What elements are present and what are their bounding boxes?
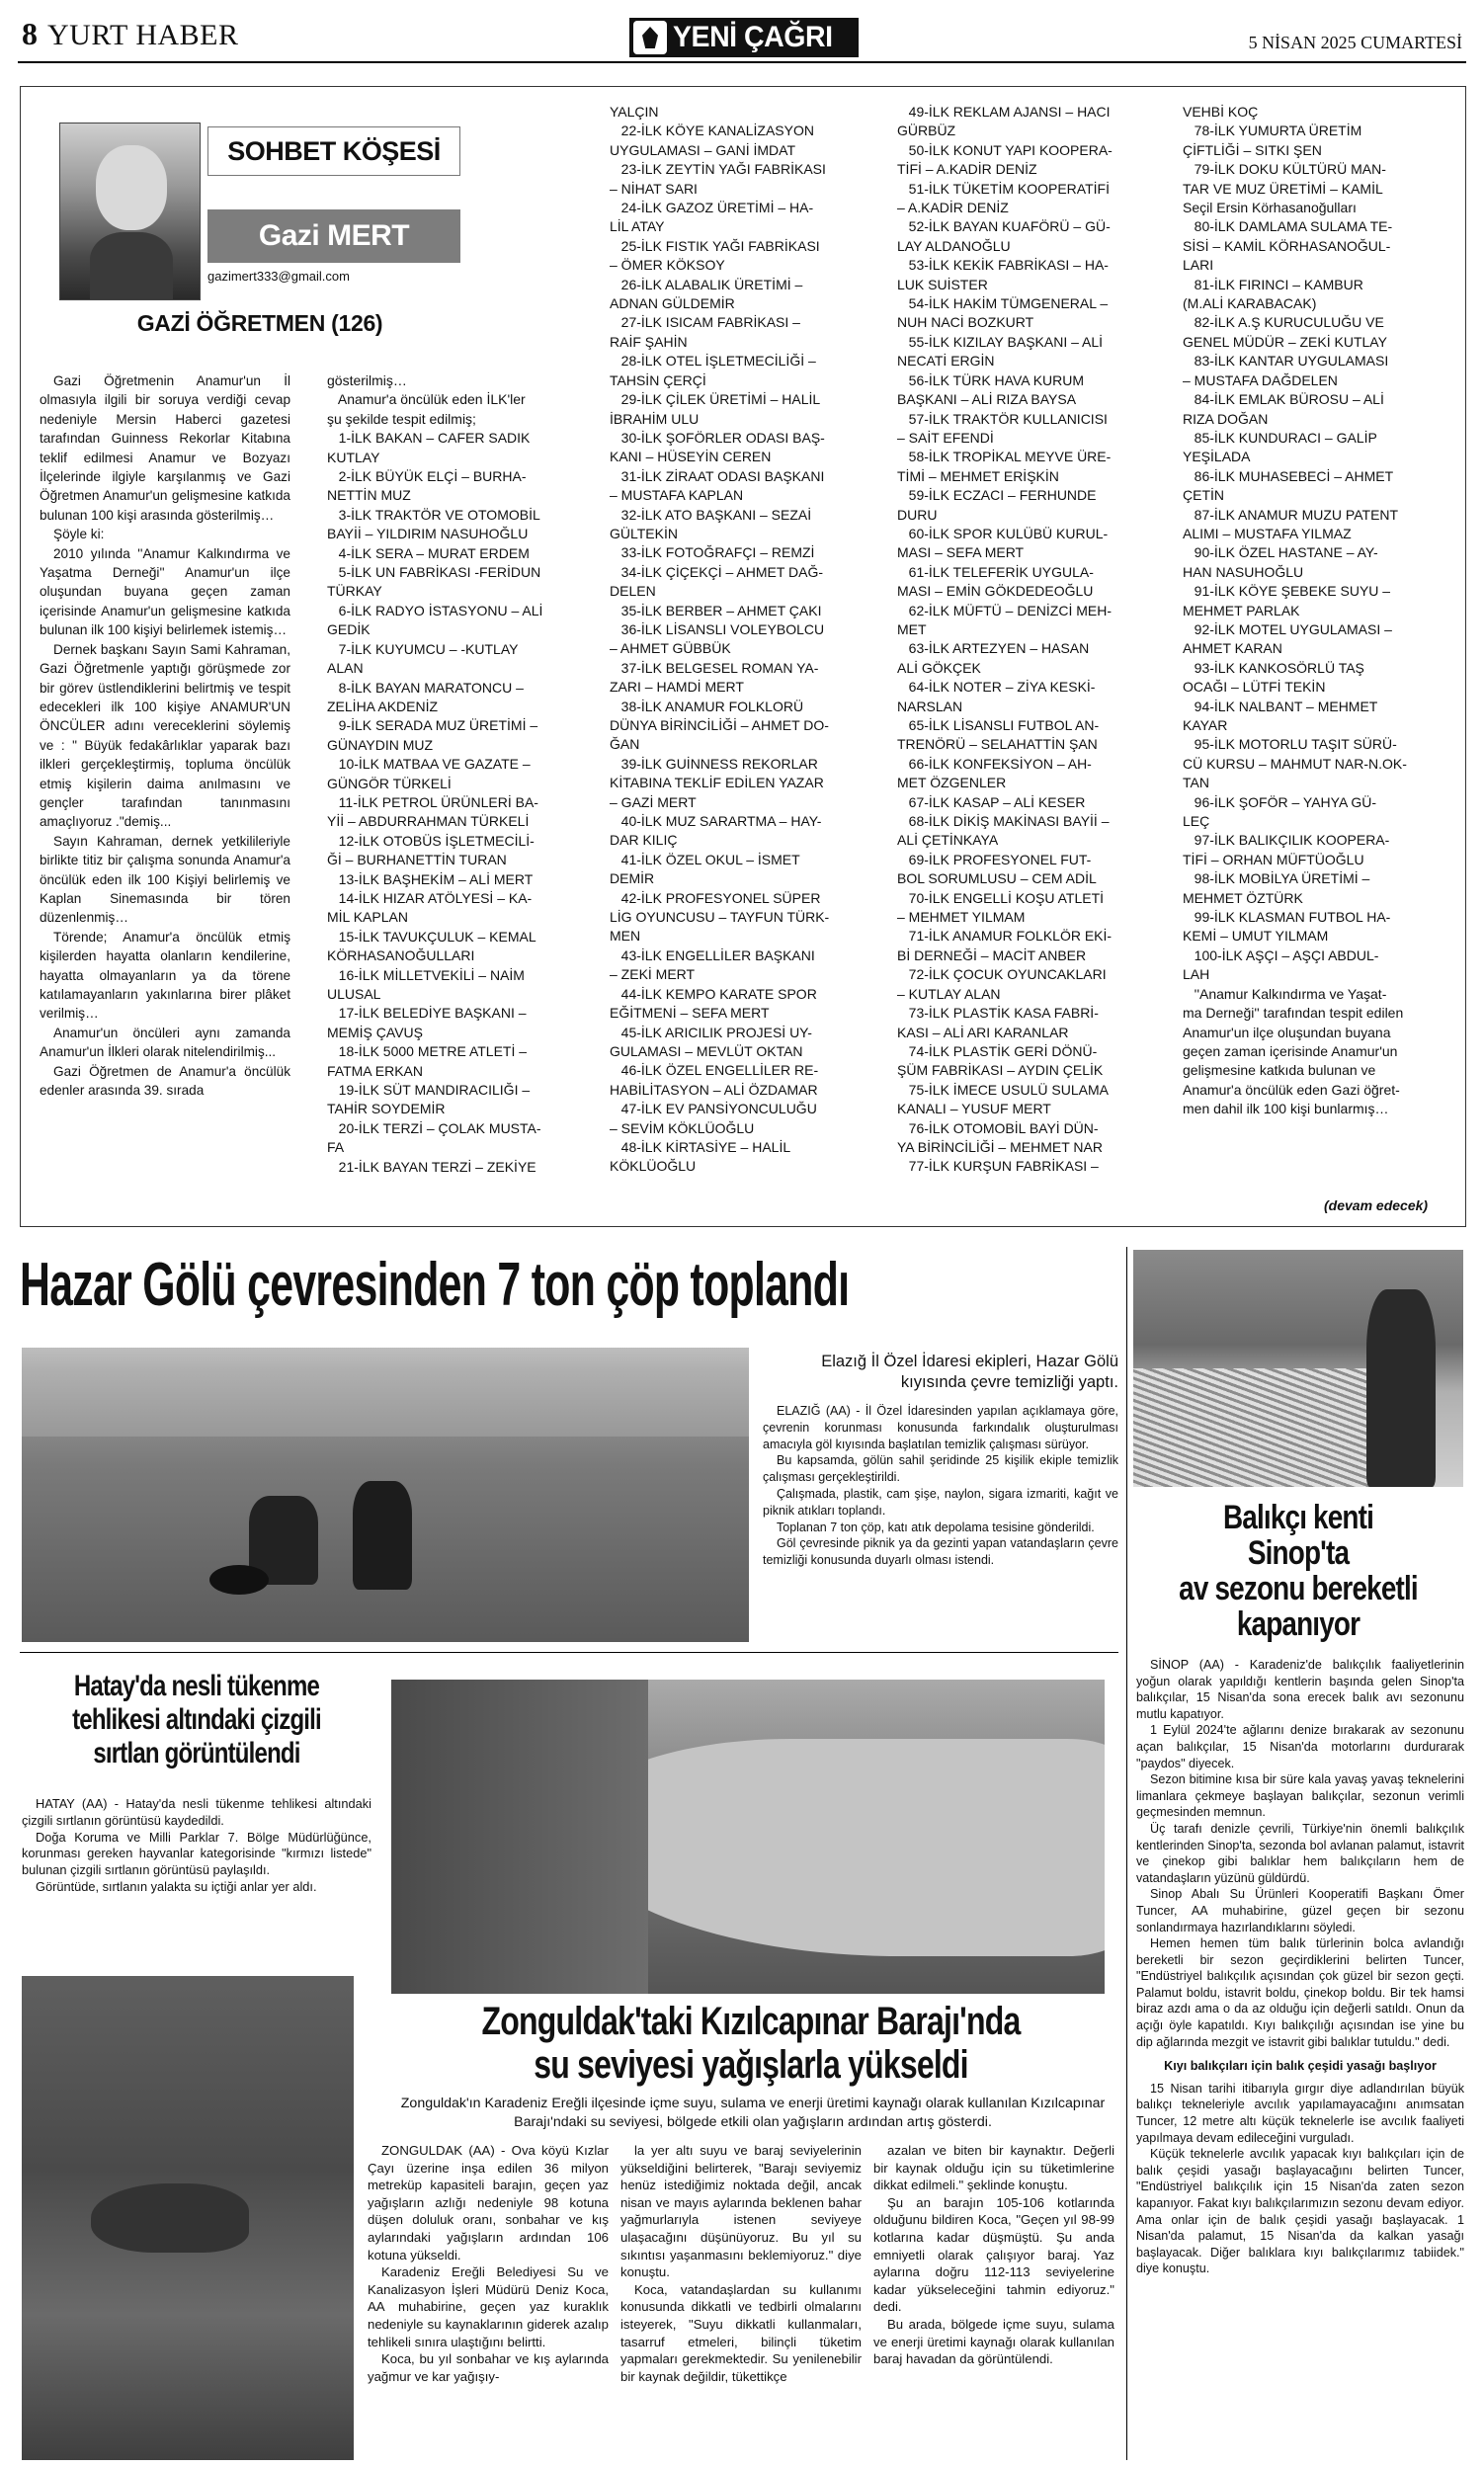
author-name: Gazi MERT xyxy=(258,219,410,252)
list-line: 63-İLK ARTEZYEN – HASAN xyxy=(897,640,1090,657)
list-line: NUH NACİ BOZKURT xyxy=(897,314,1034,331)
list-line: 24-İLK GAZOZ ÜRETİMİ – HA- xyxy=(610,200,814,216)
list-line: 100-İLK AŞÇI – AŞÇI ABDUL- xyxy=(1183,946,1379,963)
list-line: LAH xyxy=(1183,966,1210,983)
list-line: TAN xyxy=(1183,775,1209,791)
sinop-paragraph: Hemen hemen tüm balık türlerinin bolca avlandığı bereketli bir sezon geçirdiklerini belirten Tuncer, "Endüstriyel balıkçılık açısından çok güzel bir sezon geçti. Palamut boldu, istavrit boldu, çinekop boldu. Bir tek hamsi biraz azdı ama o da az olduğu için değerli satıldı. Onun da açığı öyle kapatıldı. Kıyı balıkçılığı açısından ise yine bu dip ağlarında mezgit ve istavrit gibi balıklar tutuldu." dedi. xyxy=(1136,1936,1464,2049)
list-line: 46-İLK ÖZEL ENGELLİLER RE- xyxy=(610,1062,819,1079)
list-line: DELEN xyxy=(610,583,656,600)
list-line: 76-İLK OTOMOBİL BAYİ DÜN- xyxy=(897,1119,1099,1136)
list-line: 32-İLK ATO BAŞKANI – SEZAİ xyxy=(610,506,812,523)
list-line: Anamur'a öncülük eden Gazi öğret- xyxy=(1183,1081,1400,1098)
list-line: 41-İLK ÖZEL OKUL – İSMET xyxy=(610,851,800,867)
list-line: GÜNAYDIN MUZ xyxy=(327,736,434,753)
list-line: 92-İLK MOTEL UYGULAMASI – xyxy=(1183,620,1392,637)
list-line: 35-İLK BERBER – AHMET ÇAKI xyxy=(610,602,822,618)
list-line: men dahil ilk 100 kişi bunlarmış… xyxy=(1183,1101,1389,1117)
list-column-2 xyxy=(327,371,594,1177)
column-paragraph: Gazi Öğretmenin Anamur'un İl olmasıyla ilgili bir soruya verdiği cevap nedeniyle Mersin Haberci gazetesi tarafından Guinness Rekorlar Kitabına teklif edilmesi Anamur ve Bozyazı İlçelerinde ilgiyle karşılanmış ve Gazi Öğretmen Anamur'un gelişmesine katkıda bulunan 100 kişi arasında gösterilmiş… xyxy=(40,373,290,523)
list-line: gösterilmiş… xyxy=(327,372,407,388)
logo-emblem-icon xyxy=(633,21,667,54)
list-line: – SEVİM KÖKLÜOĞLU xyxy=(610,1119,755,1136)
list-line: 80-İLK DAMLAMA SULAMA TE- xyxy=(1183,218,1393,235)
list-line: RIZA DOĞAN xyxy=(1183,410,1269,427)
list-line: 55-İLK KIZILAY BAŞKANI – ALİ xyxy=(897,333,1104,350)
sinop-paragraph: 15 Nisan tarihi itibarıyla gırgır diye adlandırılan büyük balıkçı tekneleriyle avcılık yapılamayacağını anımsatan Tuncer, 12 metre altı küçük teknelerle ise avcılık faaliyeti yapılmaya devam edileceğini vurguladı. xyxy=(1136,2081,1464,2145)
list-line: 60-İLK SPOR KULÜBÜ KURUL- xyxy=(897,525,1109,541)
list-line: 74-İLK PLASTİK GERİ DÖNÜ- xyxy=(897,1042,1098,1059)
list-line: 49-İLK REKLAM AJANSI – HACI xyxy=(897,104,1111,120)
list-line: MEN xyxy=(610,928,641,945)
list-line: 77-İLK KURŞUN FABRİKASI – xyxy=(897,1158,1099,1175)
sinop-paragraph: SİNOP (AA) - Karadeniz'de balıkçılık faaliyetlerinin yoğun olarak yapıldığı kentlerin başında gelen Sinop'ta balıkçılar, 15 Nisan'da sona erecek balık avı sezonunu mutlu kapatıyor. xyxy=(1136,1658,1464,1721)
list-line: gelişmesine katkıda bulunan ve xyxy=(1183,1062,1376,1079)
list-line: – MUSTAFA KAPLAN xyxy=(610,487,744,504)
list-line: 20-İLK TERZİ – ÇOLAK MUSTA- xyxy=(327,1119,541,1136)
zonguldak-column-3 xyxy=(873,2142,1114,2368)
list-line: 82-İLK A.Ş KURUCULUĞU VE xyxy=(1183,314,1384,331)
list-line: 50-İLK KONUT YAPI KOOPERA- xyxy=(897,141,1113,158)
list-line: VEHBİ KOÇ xyxy=(1183,104,1259,120)
zonguldak-paragraph: la yer altı suyu ve baraj seviyelerinin yükseldiğini belirterek, "Barajı seviyemiz henüz istediğimiz noktada değil, ancak nisan ve mayıs aylarında beklenen bahar yağmurlarıyla istenen seviyeye ulaşacağını düşünüyoruz. Bu yıl su sıkıntısı yaşanmasını beklemiyoruz." diye konuştu. xyxy=(620,2143,862,2280)
author-email[interactable]: gazimert333@gmail.com xyxy=(207,269,350,284)
hazar-paragraph: ELAZIĞ (AA) - İl Özel İdaresinden yapılan açıklamaya göre, çevrenin korunması konusunda farkındalık oluşturulması amacıyla göl kıyısında başlatılan temizlik çalışması sürüyor. xyxy=(763,1404,1118,1451)
list-line: TAHİR SOYDEMİR xyxy=(327,1101,446,1117)
list-line: – ZEKİ MERT xyxy=(610,966,696,983)
list-line: 94-İLK NALBANT – MEHMET xyxy=(1183,698,1378,714)
list-line: KANALI – YUSUF MERT xyxy=(897,1101,1051,1117)
list-line: ZARI – HAMDİ MERT xyxy=(610,679,744,696)
list-line: MEMİŞ ÇAVUŞ xyxy=(327,1024,423,1040)
hatay-paragraph: HATAY (AA) - Hatay'da nesli tükenme tehlikesi altındaki çizgili sırtlanın görüntüsü kaydedildi. xyxy=(22,1796,371,1828)
list-line: MİL KAPLAN xyxy=(327,909,408,926)
list-line: TÜRKAY xyxy=(327,583,382,600)
sinop-paragraph: Sezon bitimine kısa bir süre kala yavaş yavaş teknelerini limanlara çekmeye başlayan balıkçılar, sezonun verimli geçmesinden memnun. xyxy=(1136,1772,1464,1820)
zonguldak-headline xyxy=(383,2000,1118,2087)
list-line: 5-İLK UN FABRİKASI -FERİDUN xyxy=(327,564,541,581)
zonguldak-photo xyxy=(391,1680,1105,1994)
list-line: 18-İLK 5000 METRE ATLETİ – xyxy=(327,1043,528,1060)
list-line: KASI – ALİ ARI KARANLAR xyxy=(897,1024,1069,1040)
list-line: Ğİ – BURHANETTİN TURAN xyxy=(327,852,507,868)
list-line: GULAMASI – MEVLÜT OKTAN xyxy=(610,1042,803,1059)
sinop-paragraph: 1 Eylül 2024'te ağlarını denize bırakarak av sezonunu açan balıkçılar, 15 Nisan'da motorlarını durdurarak "paydos" diyecek. xyxy=(1136,1723,1464,1770)
list-line: 69-İLK PROFESYONEL FUT- xyxy=(897,851,1092,867)
column-paragraph: Anamur'un öncüleri aynı zamanda Anamur'un İlkleri olarak nitelendirilmiş... xyxy=(40,1025,290,1060)
list-line: 31-İLK ZİRAAT ODASI BAŞKANI xyxy=(610,467,825,484)
list-line: – SAİT EFENDİ xyxy=(897,429,994,446)
hazar-paragraph: Göl çevresinde piknik ya da gezinti yapan vatandaşların çevre temizliği konusunda duyarlı olması istendi. xyxy=(763,1536,1118,1568)
list-line: 54-İLK HAKİM TÜMGENERAL – xyxy=(897,295,1109,312)
issue-date: 5 NİSAN 2025 CUMARTESİ xyxy=(1248,33,1462,52)
list-line: 39-İLK GUİNNESS REKORLAR xyxy=(610,755,818,772)
zonguldak-headline-line-1: Zonguldak'taki Kızılcapınar Barajı'nda xyxy=(481,2000,1021,2043)
hatay-headline-line-2: tehlikesi altındaki çizgili xyxy=(72,1703,321,1736)
zonguldak-column-1 xyxy=(368,2142,609,2385)
list-line: şu şekilde tespit edilmiş; xyxy=(327,410,476,427)
zonguldak-paragraph: ZONGULDAK (AA) - Ova köyü Kızlar Çayı üzerine inşa edilen 36 milyon metreküp kapasiteli barajın, geçen yaz yağışların azlığı nedeniyle 98 kotuna düşen doluluk oranı, sonbahar ve kış aylarındaki yağışların ardından 106 kotuna yükseldi. xyxy=(368,2143,609,2262)
hazar-headline: Hazar Gölü çevresinden 7 ton çöp toplandı xyxy=(20,1251,850,1319)
list-line: 8-İLK BAYAN MARATONCU – xyxy=(327,679,524,696)
list-line: 27-İLK ISICAM FABRİKASI – xyxy=(610,314,800,331)
list-line: KUTLAY xyxy=(327,449,380,465)
column-paragraph: Törende; Anamur'a öncülük etmiş kişilerden hayatta olanların kendilerine, hayatta olmayanların ya da törene katılamayanların yakınlarına birer plâket verilmiş… xyxy=(40,929,290,1022)
list-line: AHMET KARAN xyxy=(1183,640,1282,657)
list-line: – KUTLAY ALAN xyxy=(897,985,1001,1002)
list-line: TAHSİN ÇERÇİ xyxy=(610,371,706,388)
list-line: 98-İLK MOBİLYA ÜRETİMİ – xyxy=(1183,870,1370,887)
list-line: 73-İLK PLASTİK KASA FABRİ- xyxy=(897,1005,1099,1022)
header-rule xyxy=(18,61,1466,63)
list-line: GÜRBÜZ xyxy=(897,123,956,139)
list-line: TAR VE MUZ ÜRETİMİ – KAMİL xyxy=(1183,180,1383,197)
hazar-caption: Elazığ İl Özel İdaresi ekipleri, Hazar Gölü kıyısında çevre temizliği yaptı. xyxy=(821,1353,1118,1391)
list-line: 70-İLK ENGELLİ KOŞU ATLETİ xyxy=(897,889,1105,906)
list-line: TİFİ – ORHAN MÜFTÜOĞLU xyxy=(1183,851,1364,867)
sinop-headline xyxy=(1133,1500,1463,1642)
list-line: ÇİFTLİĞİ – SITKI ŞEN xyxy=(1183,141,1322,158)
list-line: 23-İLK ZEYTİN YAĞI FABRİKASI xyxy=(610,161,826,178)
list-line: BOL SORUMLUSU – CEM ADİL xyxy=(897,870,1097,887)
page-number: 8 xyxy=(22,16,38,51)
list-line: GENEL MÜDÜR – ZEKİ KUTLAY xyxy=(1183,333,1387,350)
column-title: GAZİ ÖĞRETMEN (126) xyxy=(136,310,383,336)
list-line: 81-İLK FIRINCI – KAMBUR xyxy=(1183,276,1363,292)
list-line: 99-İLK KLASMAN FUTBOL HA- xyxy=(1183,909,1391,926)
hazar-headline-box xyxy=(20,1249,1116,1328)
list-line: 4-İLK SERA – MURAT ERDEM xyxy=(327,544,530,561)
list-line: Bİ DERNEĞİ – MACİT ANBER xyxy=(897,946,1087,963)
hazar-paragraph: Bu kapsamda, gölün sahil şeridinde 25 kişilik ekiple temizlik çalışması gerçekleştirildi. xyxy=(763,1453,1118,1485)
list-line: LEÇ xyxy=(1183,813,1210,830)
list-line: 58-İLK TROPİKAL MEYVE ÜRE- xyxy=(897,449,1112,465)
column-paragraph: Dernek başkanı Sayın Sami Kahraman, Gazi Öğretmenle yaptığı görüşmede zor bir görev üstlendiklerini belirtmiş ve tespit edecekleri ilk 100 kişiye ANAMUR'UN ÖNCÜLER adını vereceklerini söylemiş ve : " Büyük fedakârlıklar yaparak bazı ilkleri gerçekleştirmiş, topluma öncülük etmiş kişilerin daima anılmasını ve gençler tarafından tanınmasını amaçlıyoruz ."demiş... xyxy=(40,641,290,830)
list-line: 84-İLK EMLAK BÜROSU – ALİ xyxy=(1183,391,1384,408)
list-line: Seçil Ersin Körhasanoğulları xyxy=(1183,200,1357,216)
list-line: 15-İLK TAVUKÇULUK – KEMAL xyxy=(327,928,536,945)
list-line: (M.ALİ KARABACAK) xyxy=(1183,295,1317,312)
list-line: KEMİ – UMUT YILMAM xyxy=(1183,928,1329,945)
list-line: ULUSAL xyxy=(327,986,381,1002)
hatay-headline-line-3: sırtlan görüntülendi xyxy=(93,1737,300,1769)
list-line: ZELİHA AKDENİZ xyxy=(327,698,439,714)
list-line: SİSİ – KAMİL KÖRHASANOĞUL- xyxy=(1183,237,1391,254)
sinop-headline-line-3: av sezonu bereketli xyxy=(1179,1570,1418,1607)
sinop-headline-line-2: Sinop'ta xyxy=(1247,1534,1350,1572)
list-line: 90-İLK ÖZEL HASTANE – AY- xyxy=(1183,544,1378,561)
list-line: 42-İLK PROFESYONEL SÜPER xyxy=(610,889,821,906)
list-line: 34-İLK ÇİÇEKÇİ – AHMET DAĞ- xyxy=(610,563,824,580)
list-line: ALİ GÖKÇEK xyxy=(897,659,981,676)
list-line: MEHMET ÖZTÜRK xyxy=(1183,889,1303,906)
list-line: DÜNYA BİRİNCİLİĞİ – AHMET DO- xyxy=(610,717,829,733)
list-line: 17-İLK BELEDİYE BAŞKANI – xyxy=(327,1005,527,1022)
list-line: – AHMET GÜBBÜK xyxy=(610,640,731,657)
list-line: 21-İLK BAYAN TERZİ – ZEKİYE xyxy=(327,1158,536,1175)
list-line: LİG OYUNCUSU – TAYFUN TÜRK- xyxy=(610,909,830,926)
list-line: 72-İLK ÇOCUK OYUNCAKLARI xyxy=(897,966,1107,983)
zonguldak-paragraph: Bu arada, bölgede içme suyu, sulama ve enerji üretimi kaynağı olarak kullanılan baraj havadan da görüntülendi. xyxy=(873,2316,1114,2367)
zonguldak-paragraph: azalan ve biten bir kaynaktır. Değerli bir kaynak olduğu için su tüketimlerine dikkat edilmeli." şeklinde konuştu. xyxy=(873,2143,1114,2193)
list-line: UYGULAMASI – GANİ İMDAT xyxy=(610,141,795,158)
list-line: CÜ KURSU – MAHMUT NAR-N.OK- xyxy=(1183,755,1407,772)
list-line: KAYAR xyxy=(1183,717,1228,733)
list-line: 13-İLK BAŞHEKİM – ALİ MERT xyxy=(327,870,534,887)
list-line: 86-İLK MUHASEBECİ – AHMET xyxy=(1183,467,1394,484)
list-line: BAYİİ – YILDIRIM NASUHOĞLU xyxy=(327,526,529,542)
hazar-photo xyxy=(22,1348,749,1642)
column-kicker-text: SOHBET KÖŞESİ xyxy=(227,135,441,166)
list-line: 37-İLK BELGESEL ROMAN YA- xyxy=(610,659,819,676)
sinop-headline-line-1: Balıkçı kenti xyxy=(1222,1499,1374,1536)
list-line: YA BİRİNCİLİĞİ – MEHMET NAR xyxy=(897,1138,1103,1155)
list-line: DEMİR xyxy=(610,870,655,887)
zonguldak-paragraph: Karadeniz Ereğli Belediyesi Su ve Kanalizasyon İşleri Müdürü Deniz Koca, AA muhabirine, geçen yaz kuraklık nedeniyle su kaynaklarının giderek azalıp tehlikeli sınıra ulaştığını belirtti. xyxy=(368,2264,609,2349)
list-line: 75-İLK İMECE USULÜ SULAMA xyxy=(897,1081,1109,1098)
list-line: 22-İLK KÖYE KANALİZASYON xyxy=(610,123,814,139)
list-line: HABİLİTASYON – ALİ ÖZDAMAR xyxy=(610,1081,818,1098)
list-line: 44-İLK KEMPO KARATE SPOR xyxy=(610,985,817,1002)
list-line: 79-İLK DOKU KÜLTÜRÜ MAN- xyxy=(1183,161,1386,178)
list-line: 97-İLK BALIKÇILIK KOOPERA- xyxy=(1183,832,1390,849)
list-line: 10-İLK MATBAA VE GAZATE – xyxy=(327,756,531,773)
list-line: ĞAN xyxy=(610,736,640,753)
list-line: ŞÜM FABRİKASI – AYDIN ÇELİK xyxy=(897,1062,1104,1079)
list-line: MASI – EMİN GÖKDEDEOĞLU xyxy=(897,583,1094,600)
list-line: – MEHMET YILMAM xyxy=(897,909,1026,926)
list-line: MASI – SEFA MERT xyxy=(897,544,1025,561)
list-line: – NİHAT SARI xyxy=(610,180,698,197)
list-line: 6-İLK RADYO İSTASYONU – ALİ xyxy=(327,602,543,618)
list-line: 52-İLK BAYAN KUAFÖRÜ – GÜ- xyxy=(897,218,1111,235)
list-line: TİMİ – MEHMET ERİŞKİN xyxy=(897,467,1059,484)
list-line: KİTABINA TEKLİF EDİLEN YAZAR xyxy=(610,775,824,791)
zonguldak-paragraph: Koca, bu yıl sonbahar ve kış aylarında yağmur ve kar yağışıy- xyxy=(368,2351,609,2384)
list-line: LARI xyxy=(1183,257,1214,274)
list-line: ALİ ÇETİNKAYA xyxy=(897,832,999,849)
list-line: GEDİK xyxy=(327,621,371,638)
list-line: 19-İLK SÜT MANDIRACILIĞI – xyxy=(327,1082,531,1099)
list-line: TİFİ – A.KADİR DENİZ xyxy=(897,161,1037,178)
list-line: geçen zaman içerisinde Anamur'un xyxy=(1183,1042,1398,1059)
list-line: 47-İLK EV PANSİYONCULUĞU xyxy=(610,1101,817,1117)
list-line: – ÖMER KÖKSOY xyxy=(610,257,725,274)
list-column-3 xyxy=(610,103,881,1177)
list-line: 59-İLK ECZACI – FERHUNDE xyxy=(897,487,1097,504)
column-intro xyxy=(40,371,290,1100)
list-line: 62-İLK MÜFTÜ – DENİZCİ MEH- xyxy=(897,602,1113,618)
list-line: LAY ALDANOĞLU xyxy=(897,237,1011,254)
list-line: 64-İLK NOTER – ZİYA KESKİ- xyxy=(897,679,1096,696)
author-name-bar xyxy=(207,209,460,263)
list-line: 33-İLK FOTOĞRAFÇI – REMZİ xyxy=(610,544,815,561)
list-line: 2-İLK BÜYÜK ELÇİ – BURHA- xyxy=(327,468,527,485)
list-line: ADNAN GÜLDEMİR xyxy=(610,295,735,312)
list-line: FA xyxy=(327,1139,345,1156)
list-line: – A.KADİR DENİZ xyxy=(897,200,1009,216)
list-line: YEŞİLADA xyxy=(1183,449,1251,465)
list-line: GÜNGÖR TÜRKELİ xyxy=(327,775,452,791)
zonguldak-lead: Zonguldak'ın Karadeniz Ereğli ilçesinde içme suyu, sulama ve enerji üretimi kaynağı olarak kullanılan Kızılcapınar Barajı'ndaki su seviyesi, bölgede etkili olan yağışların ardından artış gösterdi. xyxy=(400,2096,1106,2130)
list-line: 67-İLK KASAP – ALİ KESER xyxy=(897,793,1086,810)
list-line: 51-İLK TÜKETİM KOOPERATİFİ xyxy=(897,180,1110,197)
list-line: 93-İLK KANKOSÖRLÜ TAŞ xyxy=(1183,659,1364,676)
list-line: 26-İLK ALABALIK ÜRETİMİ – xyxy=(610,276,803,292)
list-line: 29-İLK ÇİLEK ÜRETİMİ – HALİL xyxy=(610,391,821,408)
list-line: ma Derneği'' tarafından tespit edilen xyxy=(1183,1005,1404,1022)
list-line: 61-İLK TELEFERİK UYGULA- xyxy=(897,563,1094,580)
list-line: 25-İLK FISTIK YAĞI FABRİKASI xyxy=(610,237,820,254)
list-line: 95-İLK MOTORLU TAŞIT SÜRÜ- xyxy=(1183,736,1397,753)
hatay-photo xyxy=(22,1976,354,2460)
column-kicker xyxy=(207,126,460,176)
list-line: ALIMI – MUSTAFA YILMAZ xyxy=(1183,525,1352,541)
list-column-5 xyxy=(1183,103,1454,1119)
column-paragraph: 2010 yılında ''Anamur Kalkındırma ve Yaşatma Derneği'' Anamur'un ilçe oluşundan buyana geçen zaman içerisinde Anamur'un gelişmesine katkıda bulunan ilk 100 kişiyi belirlemek istemiş… xyxy=(40,545,290,638)
list-line: MET ÖZGENLER xyxy=(897,775,1007,791)
continued-note: (devam edecek) xyxy=(1324,1197,1429,1213)
list-line: 66-İLK KONFEKSİYON – AH- xyxy=(897,755,1092,772)
hazar-body xyxy=(763,1403,1118,1569)
list-line: ALAN xyxy=(327,660,364,677)
list-line: BAŞKANI – ALİ RIZA BAYSA xyxy=(897,391,1077,408)
sinop-paragraph: Sinop Abalı Su Ürünleri Kooperatifi Başkanı Ömer Tuncer, AA muhabirine, güzel geçen bir sezonu sonlandırmaya hazırlandıklarını söyledi. xyxy=(1136,1887,1464,1934)
list-line: KÖKLÜOĞLU xyxy=(610,1158,697,1175)
sinop-paragraph: Küçük teknelerle avcılık yapacak kıyı balıkçıları için de balık çeşidi yasağı başlayacağını belirten Tuncer, "Endüstriyel balıkçılık için 15 Nisan'da zaten sezon kapanıyor. Fakat kıyı balıkçılarımızın sezonu devam ediyor. Ama onlar için de balık çeşidi yasağı başlayacak. 1 Nisan'da palamut, 15 Nisan'da da kalkan yasağı başlayacak. Diğer balıklara kıyı balıkçılarımız tabiidek." diye konuştu. xyxy=(1136,2147,1464,2276)
list-line: İBRAHİM ULU xyxy=(610,410,700,427)
list-line: LİL ATAY xyxy=(610,218,665,235)
sinop-headline-line-4: kapanıyor xyxy=(1236,1605,1360,1643)
list-line: 83-İLK KANTAR UYGULAMASI xyxy=(1183,353,1389,370)
list-line: FATMA ERKAN xyxy=(327,1062,423,1079)
list-line: 78-İLK YUMURTA ÜRETİM xyxy=(1183,123,1362,139)
column-paragraph: Sayın Kahraman, dernek yetkilileriyle birlikte titiz bir çalışma sonunda Anamur'a öncülük eden ilk 100 Kişiyi belirlemiş ve Kaplan Sinemasında bir tören düzenlenmiş… xyxy=(40,833,290,926)
list-line: 45-İLK ARICILIK PROJESİ UY- xyxy=(610,1024,812,1040)
list-line: NECATİ ERGİN xyxy=(897,353,995,370)
zonguldak-headline-line-2: su seviyesi yağışlarla yükseldi xyxy=(534,2043,968,2087)
list-line: LUK SUİSTER xyxy=(897,276,988,292)
list-line: MET xyxy=(897,620,927,637)
list-column-4 xyxy=(897,103,1156,1177)
hatay-headline xyxy=(22,1670,371,1770)
list-line: – MUSTAFA DAĞDELEN xyxy=(1183,371,1338,388)
list-line: 68-İLK DİKİŞ MAKİNASI BAYİİ – xyxy=(897,813,1110,830)
list-line: 71-İLK ANAMUR FOLKLÖR EKİ- xyxy=(897,928,1113,945)
list-line: 96-İLK ŞOFÖR – YAHYA GÜ- xyxy=(1183,793,1377,810)
hatay-paragraph: Görüntüde, sırtlanın yalakta su içtiği anlar yer aldı. xyxy=(36,1878,317,1894)
list-line: YALÇIN xyxy=(610,104,659,120)
list-line: Anamur'a öncülük eden İLK'ler xyxy=(327,391,526,408)
zonguldak-paragraph: Koca, vatandaşlardan su kullanımı konusunda dikkatli ve tedbirli olmalarını isteyerek, "Suyu dikkatli kullanmaları, tasarruf etmeleri, bilinçli tüketim yapmaları gerekmektedir. Su yenilenebilir bir kaynak değildir, tükettikçe xyxy=(620,2281,862,2384)
hatay-body xyxy=(22,1796,371,1896)
list-line: 28-İLK OTEL İŞLETMECİLİĞİ – xyxy=(610,353,816,370)
list-line: Anamur'un ilçe oluşundan buyana xyxy=(1183,1024,1391,1040)
list-line: Yİİ – ABDURRAHMAN TÜRKELİ xyxy=(327,813,530,830)
author-photo xyxy=(59,123,201,300)
hatay-headline-line-1: Hatay'da nesli tükenme xyxy=(73,1670,320,1702)
section-rule xyxy=(20,1652,1118,1653)
list-line: HAN NASUHOĞLU xyxy=(1183,563,1304,580)
zonguldak-paragraph: Şu an barajın 105-106 kotlarında olduğunu bildiren Koca, "Geçen yıl 98-99 kotlarına kadar düşmüştü. Şu anda emniyetli olarak çalışıyor baraj. Yaz aylarına doğru 112-113 seviyelerine kadar yükseleceğini tahmin ediyoruz." dedi. xyxy=(873,2194,1114,2315)
section-title: YURT HABER xyxy=(47,19,239,51)
column-divider xyxy=(1126,1247,1127,2460)
list-line: 85-İLK KUNDURACI – GALİP xyxy=(1183,429,1377,446)
list-line: 38-İLK ANAMUR FOLKLORÜ xyxy=(610,698,804,714)
sinop-paragraph: Üç tarafı denizle çevrili, Türkiye'nin önemli balıkçılık kentlerinden Sinop'ta, sezonda bol avlanan palamut, istavrit ve çinekop gibi balıklar hem balıkçıların hem de vatandaşların yüzünü güldürdü. xyxy=(1136,1821,1464,1885)
sinop-subhead: Kıyı balıkçıları için balık çeşidi yasağı başlıyor xyxy=(1164,2059,1437,2074)
list-line: 14-İLK HIZAR ATÖLYESİ – KA- xyxy=(327,889,533,906)
list-line: GÜLTEKİN xyxy=(610,525,678,541)
list-line: 30-İLK ŞOFÖRLER ODASI BAŞ- xyxy=(610,429,825,446)
list-line: 11-İLK PETROL ÜRÜNLERİ BA- xyxy=(327,793,538,810)
list-line: 40-İLK MUZ SARARTMA – HAY- xyxy=(610,813,822,830)
logo-text: YENİ ÇAĞRI xyxy=(673,21,833,53)
list-line: 36-İLK LİSANSLI VOLEYBOLCU xyxy=(610,620,825,637)
list-line: TRENÖRÜ – SELAHATTİN ŞAN xyxy=(897,736,1098,753)
hazar-paragraph: Çalışmada, plastik, cam şişe, naylon, sigara izmariti, kağıt ve piknik atıkları toplandı. xyxy=(763,1486,1118,1518)
hatay-paragraph: Doğa Koruma ve Milli Parklar 7. Bölge Müdürlüğünce, korunması gereken hayvanlar kategorisinde "kırmızı listede" bulunan çizgili sırtlanın görüntüsü paylaşıldı. xyxy=(22,1829,371,1878)
list-line: 43-İLK ENGELLİLER BAŞKANI xyxy=(610,946,815,963)
list-line: 91-İLK KÖYE ŞEBEKE SUYU – xyxy=(1183,583,1391,600)
zonguldak-column-2 xyxy=(620,2142,862,2385)
list-line: DAR KILIÇ xyxy=(610,832,678,849)
list-line: 12-İLK OTOBÜS İŞLETMECİLİ- xyxy=(327,832,535,849)
list-line: 87-İLK ANAMUR MUZU PATENT xyxy=(1183,506,1399,523)
newspaper-logo xyxy=(629,18,859,57)
list-line: 48-İLK KİRTASİYE – HALİL xyxy=(610,1138,791,1155)
list-line: NETTİN MUZ xyxy=(327,487,411,504)
sinop-photo xyxy=(1133,1250,1463,1487)
list-line: MEHMET PARLAK xyxy=(1183,602,1300,618)
column-paragraph: Şöyle ki: xyxy=(53,527,105,542)
list-line: ÇETİN xyxy=(1183,487,1224,504)
list-line: 3-İLK TRAKTÖR VE OTOMOBİL xyxy=(327,506,540,523)
list-line: 9-İLK SERADA MUZ ÜRETİMİ – xyxy=(327,717,538,734)
list-line: EĞİTMENİ – SEFA MERT xyxy=(610,1005,770,1022)
sinop-body xyxy=(1136,1657,1464,2277)
list-line: 53-İLK KEKİK FABRİKASI – HA- xyxy=(897,257,1109,274)
list-line: KÖRHASANOĞULLARI xyxy=(327,947,475,964)
list-line: NARSLAN xyxy=(897,698,963,714)
list-line: KANI – HÜSEYİN CEREN xyxy=(610,449,772,465)
hazar-paragraph: Toplanan 7 ton çöp, katı atık depolama tesisine gönderildi. xyxy=(777,1520,1095,1534)
column-paragraph: Gazi Öğretmen de Anamur'a öncülük edenler arasında 39. sırada xyxy=(40,1063,290,1099)
list-line: RAİF ŞAHİN xyxy=(610,333,688,350)
list-line: – GAZİ MERT xyxy=(610,793,697,810)
list-line: OCAĞI – LÜTFİ TEKİN xyxy=(1183,679,1326,696)
list-line: 57-İLK TRAKTÖR KULLANICISI xyxy=(897,410,1108,427)
list-line: DURU xyxy=(897,506,938,523)
list-line: 1-İLK BAKAN – CAFER SADIK xyxy=(327,430,531,447)
list-line: ''Anamur Kalkındırma ve Yaşat- xyxy=(1183,985,1387,1002)
list-line: 65-İLK LİSANSLI FUTBOL AN- xyxy=(897,717,1100,733)
list-line: 7-İLK KUYUMCU – -KUTLAY xyxy=(327,640,519,657)
list-line: 56-İLK TÜRK HAVA KURUM xyxy=(897,371,1085,388)
list-line: 16-İLK MİLLETVEKİLİ – NAİM xyxy=(327,966,525,983)
